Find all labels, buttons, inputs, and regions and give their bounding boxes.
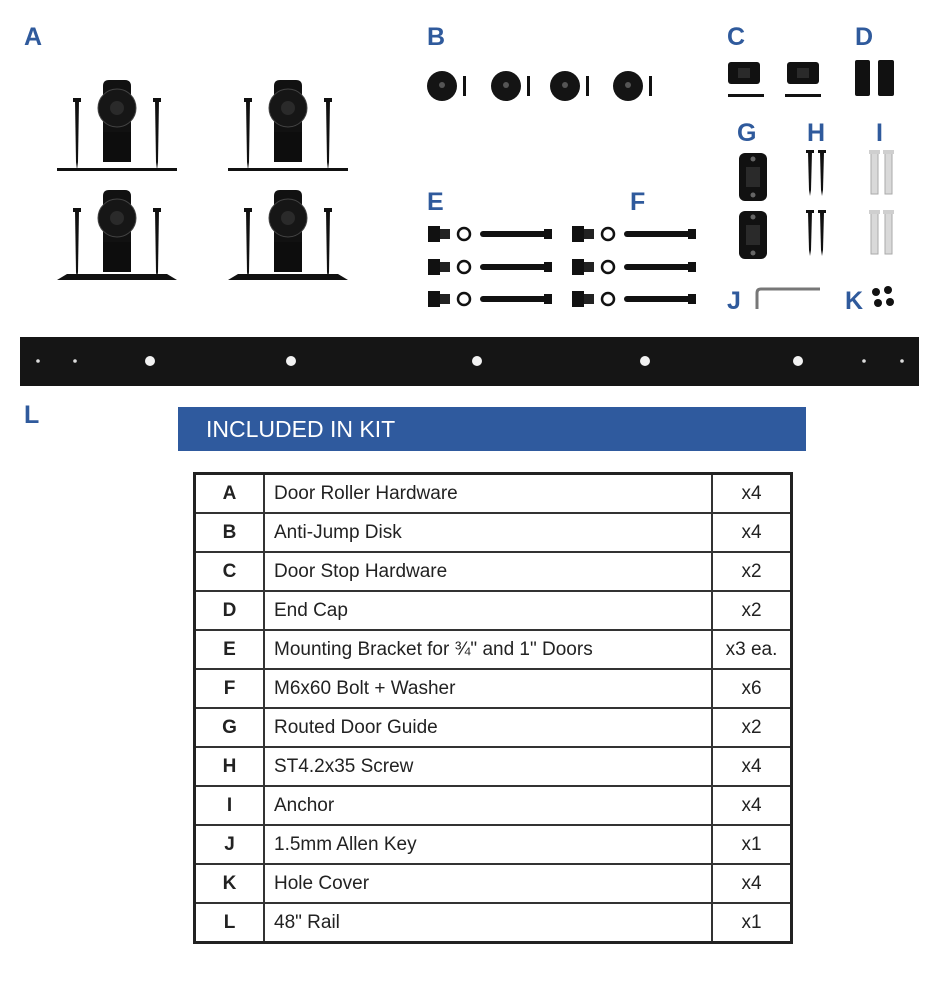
kit-description-cell: Anchor (264, 786, 712, 825)
kit-letter-cell: E (195, 630, 265, 669)
kit-quantity-cell: x4 (712, 864, 792, 903)
part-letter-l: L (24, 401, 40, 429)
kit-description-cell: Anti-Jump Disk (264, 513, 712, 552)
kit-row (195, 669, 792, 708)
kit-row (195, 864, 792, 903)
kit-row (195, 513, 792, 552)
kit-row (195, 630, 792, 669)
part-letter-f: F (630, 188, 646, 216)
kit-quantity-cell: x2 (712, 591, 792, 630)
part-letter-d: D (855, 23, 874, 51)
kit-quantity-cell: x1 (712, 825, 792, 864)
kit-quantity-cell: x4 (712, 786, 792, 825)
kit-quantity-cell: x4 (712, 474, 792, 514)
part-letter-k: K (845, 287, 864, 315)
kit-row (195, 708, 792, 747)
kit-row (195, 825, 792, 864)
kit-letter-cell: C (195, 552, 265, 591)
kit-description-cell: Routed Door Guide (264, 708, 712, 747)
kit-letter-cell: I (195, 786, 265, 825)
kit-description-cell: ST4.2x35 Screw (264, 747, 712, 786)
kit-description-cell: Door Stop Hardware (264, 552, 712, 591)
kit-row (195, 747, 792, 786)
kit-quantity-cell: x2 (712, 552, 792, 591)
kit-letter-cell: F (195, 669, 265, 708)
kit-letter-cell: D (195, 591, 265, 630)
kit-letter-cell: J (195, 825, 265, 864)
kit-row (195, 786, 792, 825)
kit-description-cell: 1.5mm Allen Key (264, 825, 712, 864)
kit-letter-cell: K (195, 864, 265, 903)
kit-quantity-cell: x1 (712, 903, 792, 943)
kit-quantity-cell: x6 (712, 669, 792, 708)
kit-letter-cell: H (195, 747, 265, 786)
hardware-illustration (0, 0, 940, 400)
part-letter-g: G (737, 119, 757, 147)
kit-letter-cell: L (195, 903, 265, 943)
kit-quantity-cell: x4 (712, 747, 792, 786)
kit-table-body (195, 474, 792, 943)
kit-description-cell: Hole Cover (264, 864, 712, 903)
part-letter-j: J (727, 287, 741, 315)
part-letter-h: H (807, 119, 826, 147)
part-letter-a: A (24, 23, 43, 51)
part-letter-e: E (427, 188, 444, 216)
kit-description-cell: Door Roller Hardware (264, 474, 712, 514)
kit-letter-cell: A (195, 474, 265, 514)
part-letter-c: C (727, 23, 746, 51)
included-in-kit-banner: INCLUDED IN KIT (178, 407, 806, 451)
kit-row (195, 474, 792, 514)
kit-row (195, 903, 792, 943)
kit-description-cell: M6x60 Bolt + Washer (264, 669, 712, 708)
part-letter-b: B (427, 23, 446, 51)
part-letter-i: I (876, 119, 883, 147)
kit-row (195, 552, 792, 591)
kit-letter-cell: G (195, 708, 265, 747)
kit-row (195, 591, 792, 630)
kit-quantity-cell: x4 (712, 513, 792, 552)
kit-letter-cell: B (195, 513, 265, 552)
kit-description-cell: Mounting Bracket for ¾" and 1" Doors (264, 630, 712, 669)
kit-quantity-cell: x2 (712, 708, 792, 747)
kit-contents-table (193, 472, 793, 944)
kit-description-cell: 48" Rail (264, 903, 712, 943)
kit-quantity-cell: x3 ea. (712, 630, 792, 669)
kit-description-cell: End Cap (264, 591, 712, 630)
